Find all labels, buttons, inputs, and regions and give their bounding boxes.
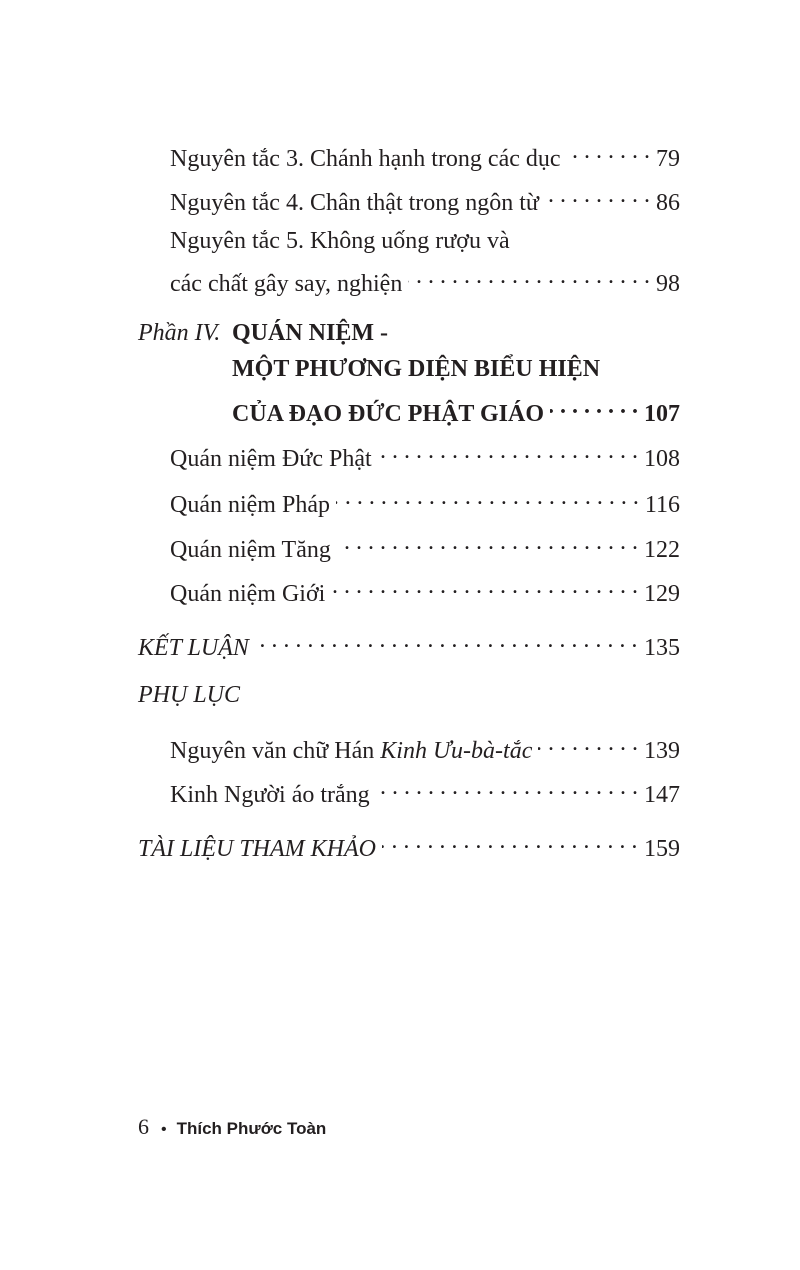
dot-leader xyxy=(408,261,650,291)
toc-entry-rule-5[interactable] xyxy=(170,261,680,299)
toc-entry-precepts[interactable] xyxy=(170,571,680,609)
dot-leader xyxy=(337,527,638,557)
toc-page-number: 139 xyxy=(644,738,680,764)
toc-entry-label: Quán niệm Pháp xyxy=(170,492,330,518)
toc-entry-label xyxy=(170,736,532,766)
toc-entry-label: Kinh Người áo trắng xyxy=(170,782,370,808)
toc-entry-label: KẾT LUẬN xyxy=(138,635,249,661)
toc-page-number: 108 xyxy=(644,446,680,472)
part-4-prefix: Phần IV. xyxy=(138,320,221,346)
toc-page-number: 147 xyxy=(644,782,680,808)
toc-entry-part-4[interactable] xyxy=(232,391,680,429)
dot-leader xyxy=(545,180,650,210)
toc-page-number: 107 xyxy=(644,401,680,427)
dot-leader xyxy=(567,136,650,166)
part-4-title-line-2: MỘT PHƯƠNG DIỆN BIỂU HIỆN xyxy=(232,356,601,382)
dot-leader xyxy=(538,728,638,758)
toc-page-number: 86 xyxy=(656,190,680,216)
toc-page-number: 135 xyxy=(644,635,680,661)
toc-entry-sangha[interactable] xyxy=(170,527,680,565)
toc-entry-label: Nguyên tắc 4. Chân thật trong ngôn từ xyxy=(170,190,539,216)
page-number: 6 xyxy=(138,1114,149,1139)
toc-page-number: 79 xyxy=(656,146,680,172)
dot-leader xyxy=(550,391,638,421)
toc-entry-rule-4[interactable] xyxy=(170,180,680,218)
toc-entry-dharma[interactable] xyxy=(170,482,680,520)
dot-leader xyxy=(378,436,638,466)
toc-entry-han-text[interactable] xyxy=(170,728,680,766)
toc-entry-label: CỦA ĐẠO ĐỨC PHẬT GIÁO xyxy=(232,401,545,427)
dot-leader xyxy=(336,482,639,512)
toc-entry-buddha[interactable] xyxy=(170,436,680,474)
toc-page-number: 129 xyxy=(644,581,680,607)
dot-leader xyxy=(376,772,638,802)
toc-entry-label: Quán niệm Giới xyxy=(170,581,326,607)
appendix-heading: PHỤ LỤC xyxy=(138,682,241,708)
dot-leader xyxy=(331,571,638,601)
toc-entry-references[interactable] xyxy=(138,826,680,864)
toc-page-number: 116 xyxy=(644,492,680,518)
toc-page-number: 122 xyxy=(644,537,680,563)
sutra-title: Kinh Ưu-bà-tắc xyxy=(380,738,533,764)
toc-page-number: 98 xyxy=(656,271,680,297)
toc-page-number: 159 xyxy=(644,836,680,862)
toc-entry-label: Quán niệm Đức Phật xyxy=(170,446,372,472)
bullet-icon: • xyxy=(161,1121,167,1138)
dot-leader xyxy=(382,826,638,856)
toc-entry-rule-3[interactable] xyxy=(170,136,680,174)
toc-entry-conclusion[interactable] xyxy=(138,625,680,663)
toc-entry-white-robed[interactable] xyxy=(170,772,680,810)
toc-entry-label: các chất gây say, nghiện xyxy=(170,271,403,297)
toc-entry-label: TÀI LIỆU THAM KHẢO xyxy=(138,836,376,862)
part-4-title-line-1: QUÁN NIỆM - xyxy=(232,320,388,346)
toc-entry-rule-5-line-1: Nguyên tắc 5. Không uống rượu và xyxy=(170,228,510,254)
han-prefix: Nguyên văn chữ Hán xyxy=(170,738,381,764)
author-name: Thích Phước Toàn xyxy=(176,1119,327,1138)
page-footer xyxy=(138,1114,326,1140)
dot-leader xyxy=(255,625,638,655)
toc-entry-label: Quán niệm Tăng xyxy=(170,537,331,563)
toc-entry-label: Nguyên tắc 3. Chánh hạnh trong các dục xyxy=(170,146,561,172)
